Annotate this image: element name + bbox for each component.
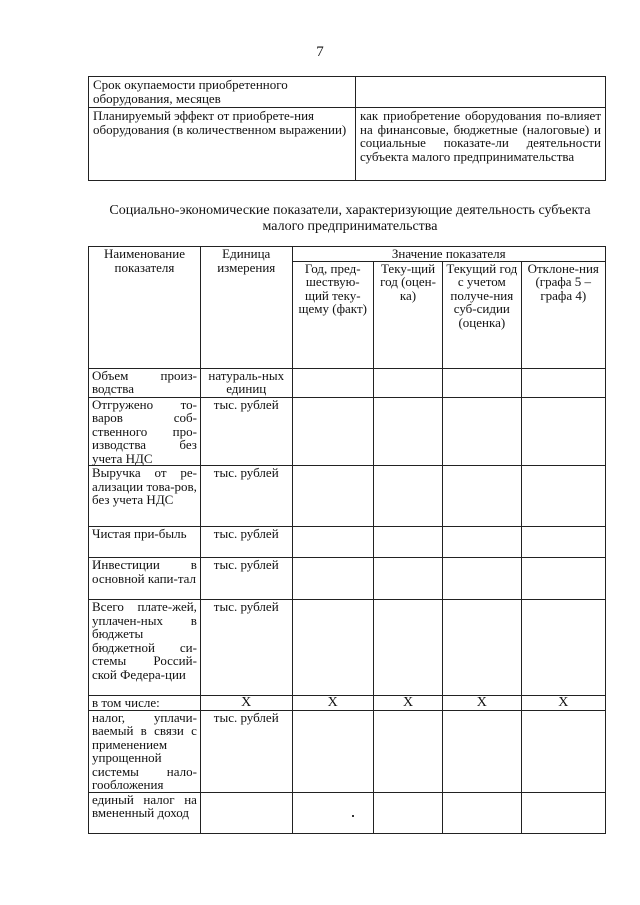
indicator-unit: натураль-ных единиц (200, 368, 292, 397)
value-cell (443, 710, 521, 792)
value-cell (521, 710, 606, 792)
value-cell (373, 792, 442, 833)
value-cell (521, 558, 606, 600)
section-title: Социально-экономические показатели, характеризующие деятельность субъекта малого предпринимательства (109, 203, 591, 234)
value-cell (373, 710, 442, 792)
value-cell (443, 558, 521, 600)
indicator-name: Всего плате-жей, уплачен-ных в бюджеты бюджетной си-стемы Россий-ской Федера-ции (89, 600, 201, 696)
value-cell (373, 527, 442, 558)
indicator-unit (200, 792, 292, 833)
dot-mark (352, 815, 354, 817)
value-cell (373, 368, 442, 397)
indicator-name: Инвестиции в основной капи-тал (89, 558, 201, 600)
value-cell (443, 792, 521, 833)
value-cell (356, 77, 606, 108)
table-row (89, 710, 606, 792)
label-cell: Срок окупаемости приобретенного оборудования, месяцев (89, 77, 356, 108)
header-row (89, 247, 606, 262)
x-mark: X (373, 696, 442, 711)
value-cell (443, 397, 521, 466)
value-cell: как приобретение оборудования по-влияет на финансовые, бюджетные (налоговые) и социальные показате-ли деятельности субъекта малого предпринимательства (356, 108, 606, 181)
col-header-cur-year: Теку-щий год (оцен-ка) (373, 261, 442, 368)
table-row (89, 558, 606, 600)
table-row (89, 600, 606, 696)
value-cell (521, 368, 606, 397)
indicator-unit: тыс. рублей (200, 558, 292, 600)
indicator-unit: тыс. рублей (200, 397, 292, 466)
table-row (89, 466, 606, 527)
col-header-name: Наименование показателя (89, 247, 201, 369)
table-row (89, 77, 606, 108)
value-cell (292, 600, 373, 696)
col-header-unit: Единица измерения (200, 247, 292, 369)
col-header-deviation: Отклоне-ния (графа 5 – графа 4) (521, 261, 606, 368)
indicator-name: Отгружено то-варов соб-ственного про-изводства без учета НДС (89, 397, 201, 466)
indicator-name: Чистая при-быль (89, 527, 201, 558)
indicator-unit: тыс. рублей (200, 527, 292, 558)
label-cell: Планируемый эффект от приобрете-ния оборудования (в количественном выражении) (89, 108, 356, 181)
table-row (89, 368, 606, 397)
value-cell (521, 600, 606, 696)
col-header-prev-year: Год, пред-шествую-щий теку-щему (факт) (292, 261, 373, 368)
table-row (89, 108, 606, 181)
table-row (89, 397, 606, 466)
indicator-unit: тыс. рублей (200, 600, 292, 696)
indicator-name: единый налог на вмененный доход (89, 792, 201, 833)
indicator-unit: тыс. рублей (200, 710, 292, 792)
table-row (89, 527, 606, 558)
x-mark: X (200, 696, 292, 711)
value-cell (373, 397, 442, 466)
value-cell (443, 466, 521, 527)
indicator-name: Объем произ-водства (89, 368, 201, 397)
col-header-value-group: Значение показателя (292, 247, 605, 262)
x-mark: X (521, 696, 606, 711)
value-cell (373, 600, 442, 696)
x-mark: X (443, 696, 521, 711)
page-number: 7 (316, 44, 324, 60)
value-cell (521, 527, 606, 558)
value-cell (292, 710, 373, 792)
value-cell (292, 527, 373, 558)
indicator-unit: тыс. рублей (200, 466, 292, 527)
x-mark: X (292, 696, 373, 711)
value-cell (292, 397, 373, 466)
including-label: в том числе: (89, 696, 201, 711)
indicators-table (88, 246, 606, 834)
value-cell (373, 558, 442, 600)
indicator-name: Выручка от ре-ализации това-ров, без учета НДС (89, 466, 201, 527)
value-cell (373, 466, 442, 527)
project-info-table (88, 76, 606, 181)
value-cell (521, 792, 606, 833)
col-header-cur-year-subsidy: Текущий год с учетом получе-ния суб-сидии (оценка) (443, 261, 521, 368)
including-row (89, 696, 606, 711)
value-cell (443, 600, 521, 696)
value-cell (521, 397, 606, 466)
value-cell (292, 466, 373, 527)
value-cell (443, 368, 521, 397)
value-cell (292, 792, 373, 833)
value-cell (443, 527, 521, 558)
value-cell (521, 466, 606, 527)
value-cell (292, 558, 373, 600)
indicator-name: налог, уплачи-ваемый в связи с применением упрощенной системы нало-гообложения (89, 710, 201, 792)
value-cell (292, 368, 373, 397)
table-row (89, 792, 606, 833)
